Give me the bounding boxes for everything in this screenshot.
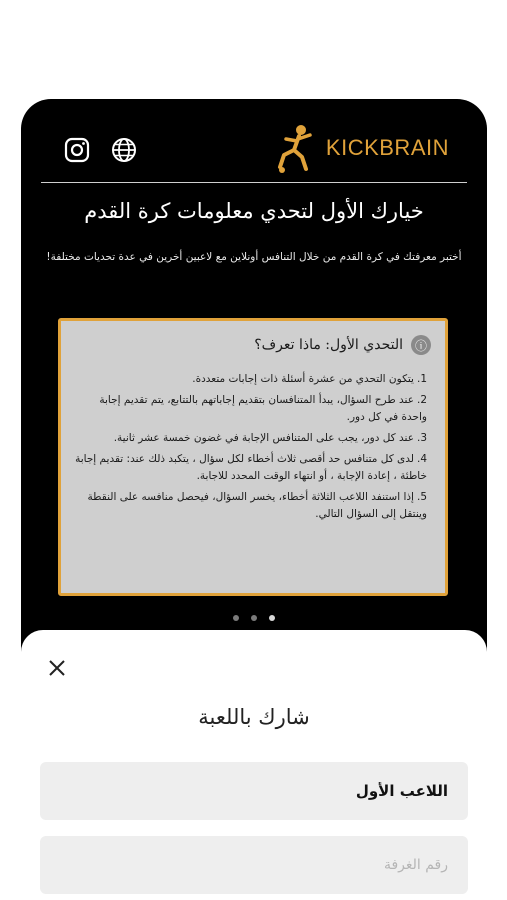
carousel-dots xyxy=(21,615,487,621)
rule-item: 1.يتكون التحدي من عشرة أسئلة ذات إجابات متعددة. xyxy=(192,373,427,385)
player-name-input[interactable] xyxy=(40,762,468,820)
rule-item: 2.عند طرح السؤال، يبدأ المتنافسان بتقديم إجاباتهم بالتتابع، يتم تقديم إجابة واحدة في كل دور. xyxy=(99,394,427,423)
header-divider xyxy=(41,182,467,183)
top-bar xyxy=(21,99,487,184)
rules-title: التحدي الأول: ماذا تعرف؟ xyxy=(254,337,403,353)
info-icon: ⓘ xyxy=(411,335,431,355)
brand-name: KICKBRAIN xyxy=(325,135,449,160)
carousel-dot[interactable] xyxy=(251,615,257,621)
kicker-logo-icon xyxy=(272,123,316,173)
carousel-dot-active[interactable] xyxy=(269,615,275,621)
room-number-input[interactable] xyxy=(40,836,468,894)
close-button[interactable] xyxy=(47,658,67,678)
rules-card xyxy=(58,318,448,596)
rule-item: 5.إذا استنفد اللاعب الثلاثة أخطاء، يخسر السؤال، فيحصل منافسه على النقطة وينتقل إلى السؤال التالي. xyxy=(87,491,427,520)
rule-item: 4.لدى كل متنافس حد أقصى ثلاث أخطاء لكل سؤال ، يتكبد ذلك عند: تقديم إجابة خاطئة ، إعادة الإجابة ، أو انتهاء الوقت المحدد للاجابة. xyxy=(75,453,427,482)
rules-header xyxy=(254,335,431,355)
close-icon xyxy=(47,658,67,678)
globe-icon[interactable] xyxy=(109,135,139,165)
instagram-icon[interactable] xyxy=(62,135,92,165)
carousel-dot[interactable] xyxy=(233,615,239,621)
join-game-sheet xyxy=(21,630,487,900)
rule-item: 3.عند كل دور، يجب على المتنافس الإجابة في غضون خمسة عشر ثانية. xyxy=(113,432,427,444)
sheet-title: شارك باللعبة xyxy=(198,705,310,729)
rules-list xyxy=(75,371,427,527)
hero-title: خيارك الأول لتحدي معلومات كرة القدم xyxy=(84,199,424,223)
hero-subtitle: أختبر معرفتك في كرة القدم من خلال التنافس أونلاين مع لاعبين أخرين في عدة تحديات مختلفة! xyxy=(46,251,462,263)
brand-logo xyxy=(272,123,449,173)
